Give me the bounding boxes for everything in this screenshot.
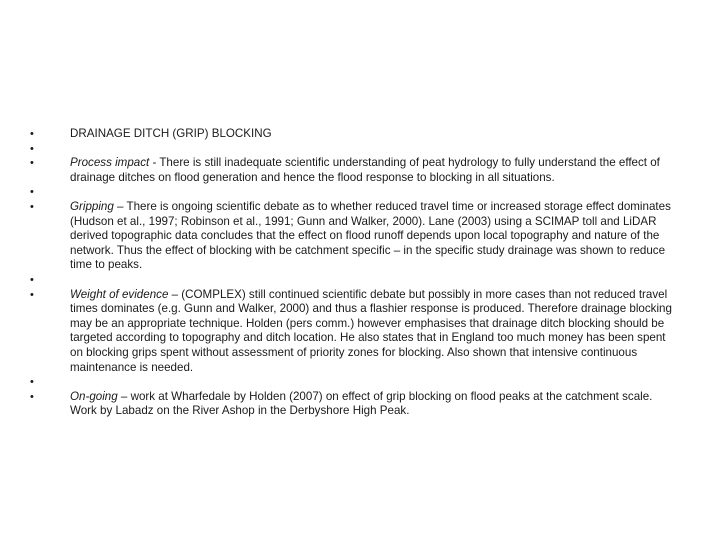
bullet-text <box>70 288 678 376</box>
bullet-lead: Process impact <box>70 156 150 170</box>
bullet-body: – There is ongoing scientific debate as to whether reduced travel time or increased storage effect dominates (Hudson et al., 1997; Robinson et al., 1991; Gunn and Walker, 2000). Lane (2003) using a SCIMAP toll and LiDAR derived topographic data concludes that the effect on flood runoff depends upon local topography and nature of the network. Thus the effect of blocking with be catchment specific – in the specific study drainage was shown to reduce time to peaks. <box>70 199 671 272</box>
bullet-body: – (COMPLEX) still continued scientific debate but possibly in more cases than not reduced travel times dominates (e.g. Gunn and Walker, 2000) and thus a flashier response is produced. Therefore drainage blocking may be an appropriate technique. Holden (pers comm.) however emphasises that drainage ditch blocking should be targeted according to topography and ditch location. He also states that in England too much money has been spent on blocking grips spent without assessment of priority zones for blocking. Also shown that intensive continuous maintenance is needed. <box>70 287 672 374</box>
bullet-text <box>70 200 678 273</box>
bullet-marker: • <box>30 376 34 389</box>
bullet-marker: • <box>30 142 34 155</box>
bullet-marker: • <box>30 288 34 301</box>
bullet-marker: • <box>30 186 34 199</box>
bullet-item-gripping <box>28 200 678 273</box>
bullet-marker: • <box>30 200 34 213</box>
bullet-marker: • <box>30 390 34 403</box>
heading-text: DRAINAGE DITCH (GRIP) BLOCKING <box>70 127 272 140</box>
bullet-lead: Weight of evidence <box>70 287 169 301</box>
bullet-body: – work at Wharfedale by Holden (2007) on effect of grip blocking on flood peaks at the catchment scale. Work by Labadz on the River Ashop in the Derbyshore High Peak. <box>70 389 653 418</box>
bullet-item-empty <box>28 273 678 288</box>
bullet-text <box>70 156 678 185</box>
bullet-marker: • <box>30 128 34 140</box>
bullet-text <box>70 390 678 419</box>
bullet-list <box>28 127 678 419</box>
bullet-item-empty <box>28 142 678 157</box>
bullet-marker: • <box>30 273 34 286</box>
bullet-lead: Gripping <box>70 199 114 213</box>
bullet-item-process-impact <box>28 156 678 185</box>
bullet-body: - There is still inadequate scientific understanding of peat hydrology to fully understand the effect of drainage ditches on flood generation and hence the flood response to blocking in all situations. <box>70 156 660 184</box>
bullet-marker: • <box>30 157 34 170</box>
bullet-item-empty <box>28 375 678 390</box>
bullet-item-empty <box>28 185 678 200</box>
bullet-item-on-going <box>28 390 678 419</box>
bullet-item-heading <box>28 127 678 142</box>
bullet-item-weight-of-evidence <box>28 288 678 376</box>
bullet-lead: On-going <box>70 389 118 403</box>
